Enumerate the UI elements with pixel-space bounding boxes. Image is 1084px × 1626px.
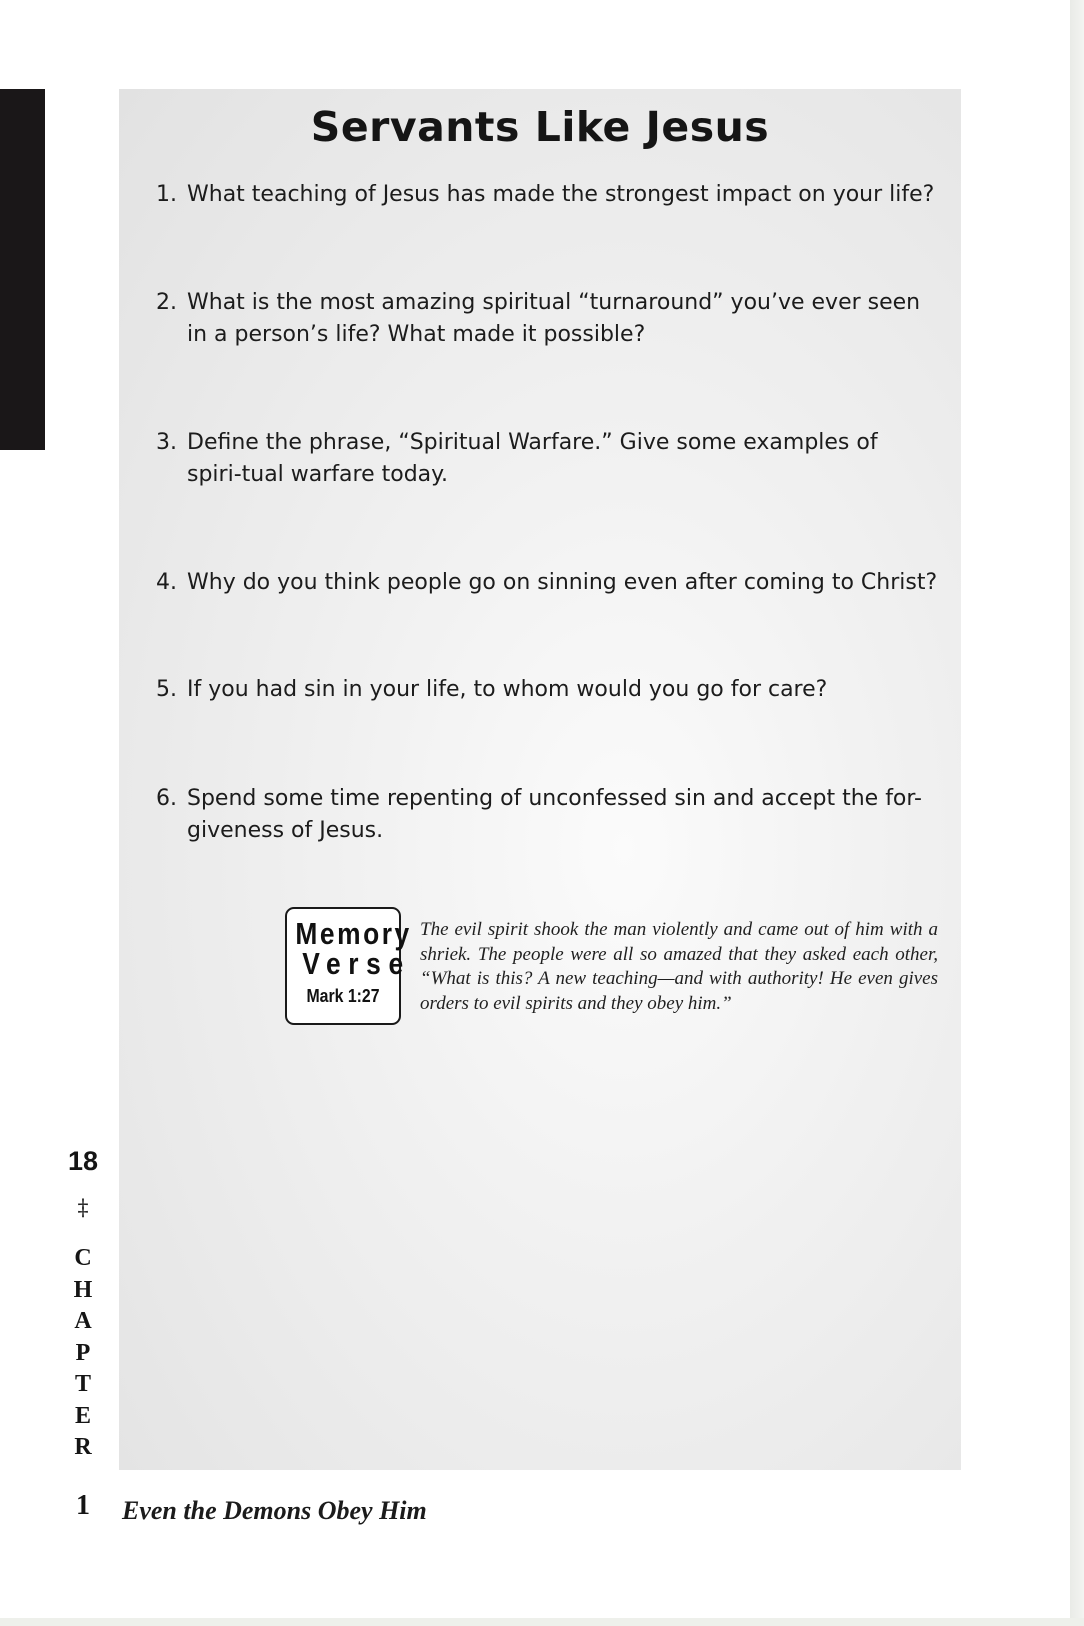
chapter-letter: P [75,1339,91,1366]
question-number: 6. [156,786,177,811]
chapter-letter: R [74,1434,92,1460]
memory-verse-label: Memory [295,916,412,951]
question-text: Why do you think people go on sinning even after coming to Christ? [187,570,938,595]
chapter-number: 1 [76,1490,90,1521]
question-number: 1. [156,182,177,207]
question-number: 4. [156,570,177,595]
question-item [156,783,938,847]
chapter-title: Even the Demons Obey Him [122,1496,427,1525]
question-text: What is the most amazing spiritual “turnaround” you’ve ever seen in a person’s life? What made it possible? [187,290,921,347]
question-item [156,567,938,599]
question-item [156,179,938,211]
question-text: Spend some time repenting of unconfessed sin and accept the for-giveness of Jesus. [187,786,922,843]
memory-verse-label: Verse [302,946,411,981]
chapter-thumb-tab [0,89,45,450]
chapter-letter: E [74,1402,91,1429]
question-number: 5. [156,677,177,702]
chapter-label [60,1243,106,1464]
memory-verse-reference: Mark 1:27 [306,986,380,1006]
page-number: 18 [67,1146,99,1176]
chapter-letter: C [74,1245,92,1271]
question-number: 3. [156,430,177,455]
memory-verse-badge [285,907,412,1025]
question-text: If you had sin in your life, to whom would you go for care? [187,677,828,702]
chapter-letter: T [74,1371,91,1397]
question-item [156,674,938,706]
question-text: What teaching of Jesus has made the strongest impact on your life? [187,182,935,207]
chapter-letter: H [73,1276,93,1303]
question-number: 2. [156,290,177,315]
question-text: Define the phrase, “Spiritual Warfare.” Give some examples of spiri-tual warfare today. [187,430,878,487]
double-dagger-icon: ‡ [77,1196,89,1221]
page-bottom-edge [0,1618,1084,1626]
chapter-letter: A [74,1308,92,1334]
question-item [156,287,938,351]
page-edge [1070,0,1084,1626]
memory-verse-text: The evil spirit shook the man violently and came out of him with a shriek. The people were all so amazed that they asked each other, “What is this? A new teaching—and with authority! He even gives orders to evil spirits and they obey him.” [420,919,938,1014]
question-item [156,427,938,491]
page-title: Servants Like Jesus [310,103,770,151]
